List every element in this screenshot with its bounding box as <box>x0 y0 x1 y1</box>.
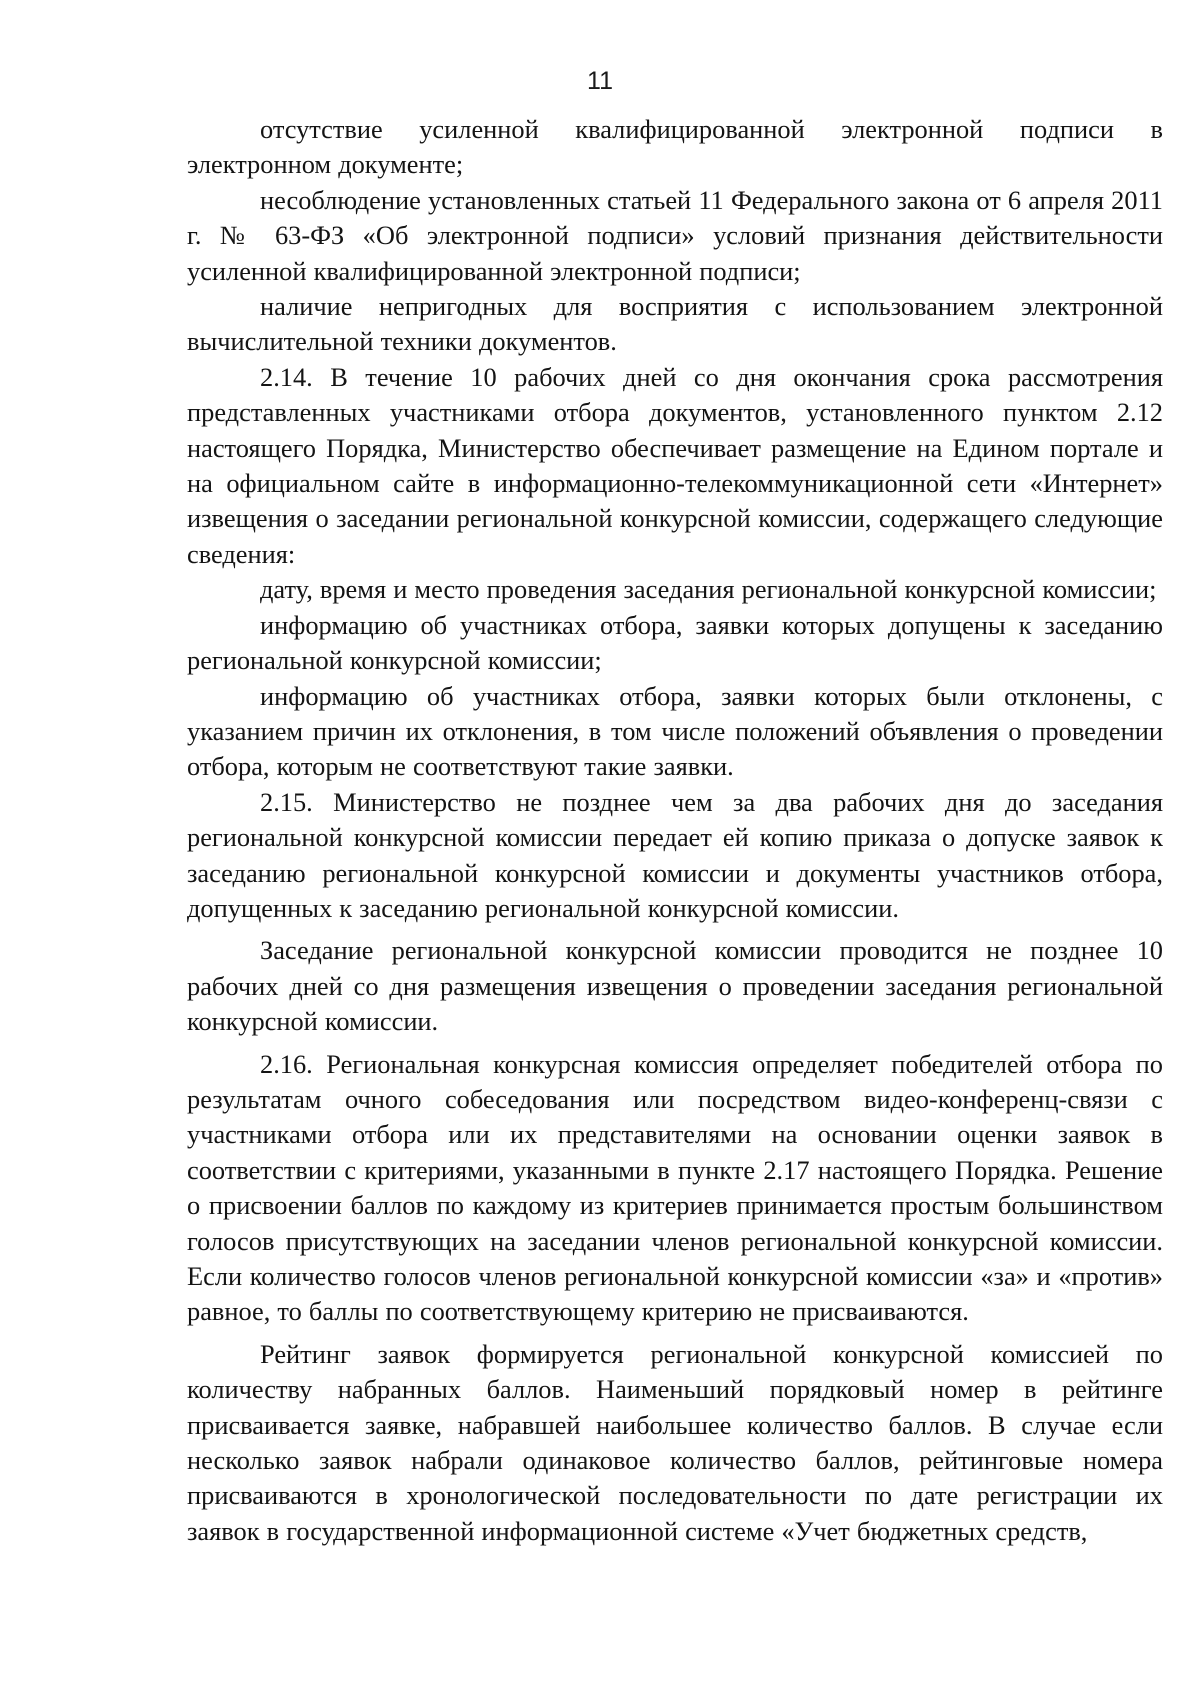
paragraph-missing-signature: отсутствие усиленной квалифицированной электронной подписи в электронном документе; <box>187 114 1163 180</box>
document-body <box>187 112 1163 1549</box>
paragraph-signature-validity: несоблюдение установленных статьей 11 Федерального закона от 6 апреля 2011 г. № 63-ФЗ «Об электронной подписи» условий признания действительности усиленной квалифицированной электронной подписи; <box>187 184 1163 286</box>
paragraph-2-14: 2.14. В течение 10 рабочих дней со дня окончания срока рассмотрения представленных участниками отбора документов, установленного пунктом 2.12 настоящего Порядка, Министерство обеспечивает размещение на Едином портале и на официальном сайте в информационно-телекоммуникационной сети «Интернет» извещения о заседании региональной конкурсной комиссии, содержащего следующие сведения: <box>187 361 1163 569</box>
paragraph-admitted-participants: информацию об участниках отбора, заявки которых допущены к заседанию региональной конкурсной комиссии; <box>187 609 1163 676</box>
paragraph-2-16: 2.16. Региональная конкурсная комиссия определяет победителей отбора по результатам очного собеседования или посредством видео-конференц-связи с участниками отбора или их представителями на основании оценки заявок в соответствии с критериями, указанными в пункте 2.17 настоящего Порядка. Решение о присвоении баллов по каждому из критериев принимается простым большинством голосов присутствующих на заседании членов региональной конкурсной комиссии. Если количество голосов членов региональной конкурсной комиссии «за» и «против» равное, то баллы по соответствующему критерию не присваиваются. <box>187 1048 1163 1327</box>
paragraph-meeting-deadline: Заседание региональной конкурсной комиссии проводится не позднее 10 рабочих дней со дня размещения извещения о проведении заседания региональной конкурсной комиссии. <box>187 935 1163 1037</box>
page-number: 11 <box>587 67 613 95</box>
paragraph-meeting-date: дату, время и место проведения заседания региональной конкурсной комиссии; <box>260 574 1157 605</box>
paragraph-rejected-participants: информацию об участниках отбора, заявки которых были отклонены, с указанием причин их отклонения, в том числе положений объявления о проведении отбора, которым не соответствуют такие заявки. <box>187 680 1163 782</box>
paragraph-rating: Рейтинг заявок формируется региональной конкурсной комиссией по количеству набранных баллов. Наименьший порядковый номер в рейтинге присваивается заявке, набравшей наибольшее количество баллов. В случае если несколько заявок набрали одинаковое количество баллов, рейтинговые номера присваиваются в хронологической последовательности по дате регистрации их заявок в государственной информационной системе «Учет бюджетных средств, <box>187 1338 1163 1546</box>
paragraph-2-15: 2.15. Министерство не позднее чем за два рабочих дня до заседания региональной конкурсной комиссии передает ей копию приказа о допуске заявок к заседанию региональной конкурсной комиссии и документы участников отбора, допущенных к заседанию региональной конкурсной комиссии. <box>187 786 1163 923</box>
paragraph-unreadable-documents: наличие непригодных для восприятия с использованием электронной вычислительной техники документов. <box>187 291 1163 357</box>
